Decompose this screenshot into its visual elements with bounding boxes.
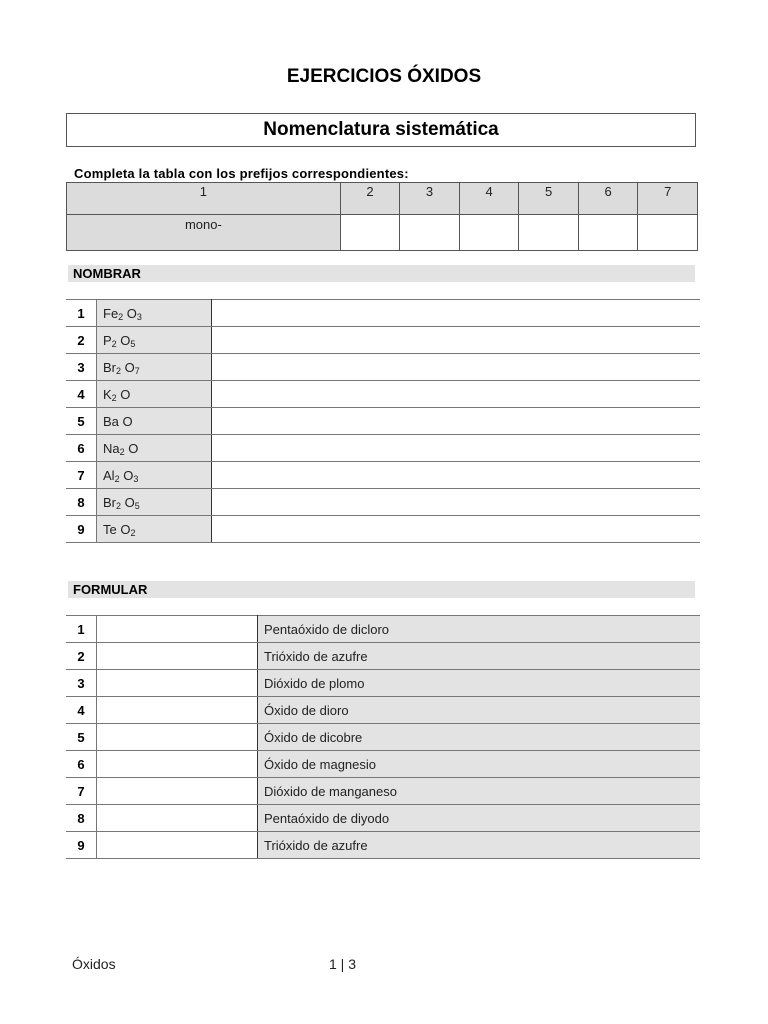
answer-cell[interactable] bbox=[212, 516, 701, 543]
row-number: 9 bbox=[66, 832, 97, 859]
prefix-header-cell: 5 bbox=[519, 183, 579, 215]
nombrar-row bbox=[66, 408, 700, 435]
formular-row bbox=[66, 805, 700, 832]
formular-row bbox=[66, 643, 700, 670]
row-number: 1 bbox=[66, 300, 97, 327]
row-number: 3 bbox=[66, 670, 97, 697]
formula-element: Fe bbox=[103, 305, 119, 321]
prefix-header-row bbox=[67, 183, 698, 215]
formula-element: O bbox=[119, 467, 134, 483]
answer-cell[interactable] bbox=[97, 670, 258, 697]
nombrar-row bbox=[66, 489, 700, 516]
answer-cell[interactable] bbox=[97, 805, 258, 832]
formula-element: O bbox=[123, 305, 137, 321]
compound-name: Pentaóxido de dicloro bbox=[258, 616, 701, 643]
compound-name: Óxido de dioro bbox=[258, 697, 701, 724]
row-number: 6 bbox=[66, 751, 97, 778]
formula-subscript: 2 bbox=[118, 311, 124, 322]
page-title: EJERCICIOS ÓXIDOS bbox=[286, 66, 482, 87]
nombrar-row bbox=[66, 327, 700, 354]
nombrar-row bbox=[66, 381, 700, 408]
chemical-formula bbox=[97, 489, 212, 516]
prefix-value-cell[interactable] bbox=[340, 215, 400, 251]
answer-cell[interactable] bbox=[212, 327, 701, 354]
row-number: 3 bbox=[66, 354, 97, 381]
formula-subscript: 2 bbox=[114, 473, 120, 484]
row-number: 4 bbox=[66, 381, 97, 408]
subtitle-box bbox=[66, 113, 696, 147]
formular-row bbox=[66, 778, 700, 805]
answer-cell[interactable] bbox=[97, 724, 258, 751]
answer-cell[interactable] bbox=[212, 408, 701, 435]
row-number: 8 bbox=[66, 489, 97, 516]
chemical-formula bbox=[97, 435, 212, 462]
compound-name: Óxido de dicobre bbox=[258, 724, 701, 751]
formula-element: Te O bbox=[103, 521, 131, 537]
formula-subscript: 2 bbox=[119, 446, 125, 457]
prefix-table bbox=[66, 182, 698, 251]
row-number: 2 bbox=[66, 327, 97, 354]
formula-element: Al bbox=[103, 467, 115, 483]
nombrar-row bbox=[66, 462, 700, 489]
compound-name: Trióxido de azufre bbox=[258, 832, 701, 859]
formula-subscript: 7 bbox=[134, 365, 140, 376]
formula-element: O bbox=[121, 494, 135, 510]
formula-subscript: 2 bbox=[111, 392, 117, 403]
compound-name: Óxido de magnesio bbox=[258, 751, 701, 778]
formula-subscript: 2 bbox=[116, 365, 122, 376]
formula-subscript: 3 bbox=[133, 473, 139, 484]
answer-cell[interactable] bbox=[212, 381, 701, 408]
row-number: 2 bbox=[66, 643, 97, 670]
formula-subscript: 2 bbox=[111, 338, 117, 349]
formula-subscript: 2 bbox=[116, 500, 122, 511]
nombrar-row bbox=[66, 300, 700, 327]
formula-element: O bbox=[116, 386, 131, 402]
answer-cell[interactable] bbox=[97, 643, 258, 670]
nombrar-row bbox=[66, 354, 700, 381]
formula-subscript: 5 bbox=[130, 338, 136, 349]
subtitle: Nomenclatura sistemática bbox=[263, 119, 499, 140]
formular-table bbox=[66, 615, 700, 859]
answer-cell[interactable] bbox=[97, 751, 258, 778]
prefix-header-cell: 3 bbox=[400, 183, 460, 215]
formular-row bbox=[66, 697, 700, 724]
footer-title: Óxidos bbox=[72, 956, 116, 972]
formula-element: Br bbox=[103, 494, 116, 510]
prefix-value-cell[interactable] bbox=[578, 215, 638, 251]
formula-subscript: 3 bbox=[136, 311, 142, 322]
chemical-formula bbox=[97, 462, 212, 489]
prefix-header-cell: 1 bbox=[67, 183, 341, 215]
prefix-header-cell: 7 bbox=[638, 183, 698, 215]
chemical-formula bbox=[97, 381, 212, 408]
row-number: 1 bbox=[66, 616, 97, 643]
formula-element: O bbox=[121, 359, 135, 375]
chemical-formula bbox=[97, 408, 212, 435]
row-number: 8 bbox=[66, 805, 97, 832]
formula-element: P bbox=[103, 332, 112, 348]
chemical-formula bbox=[97, 354, 212, 381]
prefix-value-cell: mono- bbox=[67, 215, 341, 251]
formula-element: Na bbox=[103, 440, 120, 456]
nombrar-heading: NOMBRAR bbox=[68, 265, 695, 282]
chemical-formula bbox=[97, 516, 212, 543]
formular-heading: FORMULAR bbox=[68, 581, 695, 598]
prefix-value-cell[interactable] bbox=[459, 215, 519, 251]
compound-name: Trióxido de azufre bbox=[258, 643, 701, 670]
row-number: 9 bbox=[66, 516, 97, 543]
instruction: Completa la tabla con los prefijos correspondientes: bbox=[74, 166, 409, 181]
answer-cell[interactable] bbox=[97, 778, 258, 805]
formula-element: O bbox=[124, 440, 139, 456]
answer-cell[interactable] bbox=[212, 462, 701, 489]
formular-row bbox=[66, 670, 700, 697]
row-number: 4 bbox=[66, 697, 97, 724]
formula-element: Ba O bbox=[103, 413, 133, 429]
nombrar-row bbox=[66, 435, 700, 462]
compound-name: Pentaóxido de diyodo bbox=[258, 805, 701, 832]
formula-subscript: 5 bbox=[134, 500, 140, 511]
nombrar-table bbox=[66, 299, 700, 543]
answer-cell[interactable] bbox=[97, 616, 258, 643]
formular-row bbox=[66, 751, 700, 778]
chemical-formula bbox=[97, 300, 212, 327]
formula-element: Br bbox=[103, 359, 116, 375]
row-number: 5 bbox=[66, 724, 97, 751]
nombrar-row bbox=[66, 516, 700, 543]
prefix-value-cell[interactable] bbox=[638, 215, 698, 251]
compound-name: Dióxido de manganeso bbox=[258, 778, 701, 805]
formula-element: K bbox=[103, 386, 112, 402]
formular-row bbox=[66, 616, 700, 643]
prefix-header-cell: 2 bbox=[340, 183, 400, 215]
chemical-formula bbox=[97, 327, 212, 354]
prefix-value-row bbox=[67, 215, 698, 251]
formular-row bbox=[66, 832, 700, 859]
answer-cell[interactable] bbox=[212, 489, 701, 516]
row-number: 7 bbox=[66, 778, 97, 805]
prefix-value-cell[interactable] bbox=[400, 215, 460, 251]
answer-cell[interactable] bbox=[97, 697, 258, 724]
compound-name: Dióxido de plomo bbox=[258, 670, 701, 697]
prefix-header-cell: 6 bbox=[578, 183, 638, 215]
answer-cell[interactable] bbox=[212, 435, 701, 462]
row-number: 7 bbox=[66, 462, 97, 489]
formula-subscript: 2 bbox=[130, 527, 136, 538]
answer-cell[interactable] bbox=[212, 354, 701, 381]
answer-cell[interactable] bbox=[212, 300, 701, 327]
prefix-value-cell[interactable] bbox=[519, 215, 579, 251]
formular-row bbox=[66, 724, 700, 751]
formula-element: O bbox=[116, 332, 131, 348]
answer-cell[interactable] bbox=[97, 832, 258, 859]
row-number: 5 bbox=[66, 408, 97, 435]
prefix-header-cell: 4 bbox=[459, 183, 519, 215]
row-number: 6 bbox=[66, 435, 97, 462]
footer-page-number: 1 | 3 bbox=[329, 956, 356, 972]
